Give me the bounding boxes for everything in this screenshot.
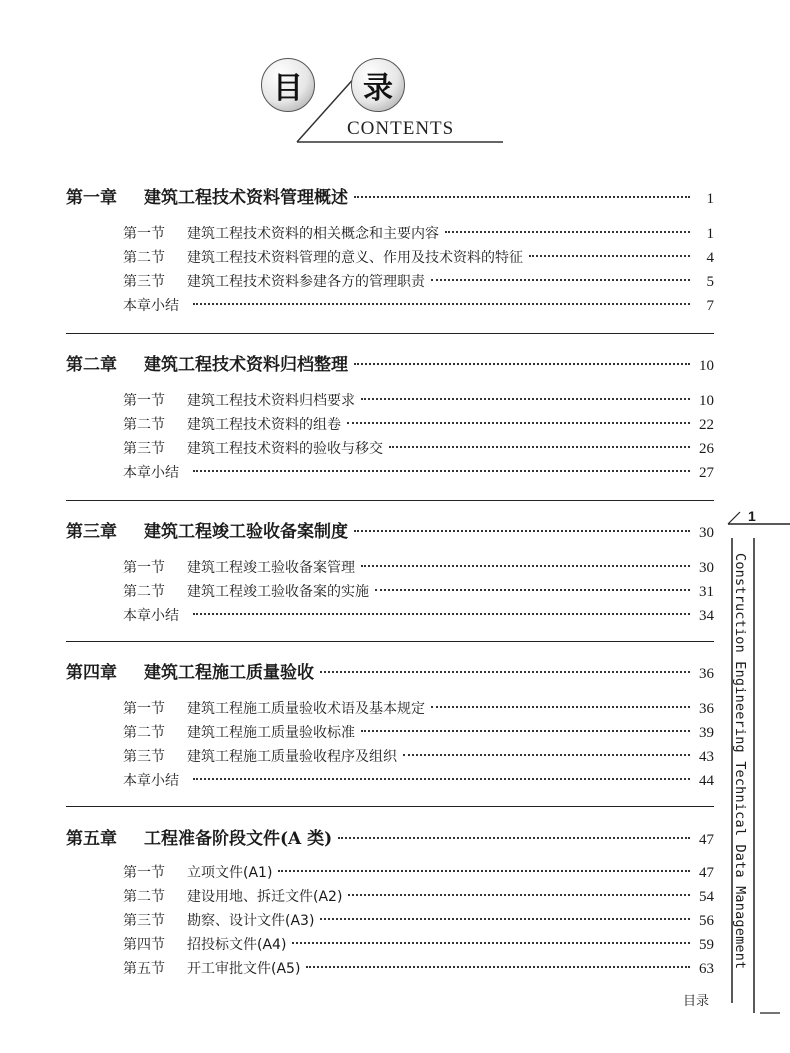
chapter-page: 30	[699, 525, 714, 541]
chapter-heading[interactable]	[66, 517, 714, 543]
summary-label: 本章小结	[123, 298, 179, 314]
chapter-2	[66, 350, 714, 486]
chapter-page: 47	[699, 832, 714, 848]
dot-leader	[347, 422, 690, 424]
section-number: 第一节	[123, 393, 165, 409]
dot-leader	[292, 942, 690, 944]
section-entry[interactable]	[123, 581, 714, 605]
summary-entry[interactable]	[123, 770, 714, 794]
chapter-number: 第一章	[66, 188, 117, 208]
toc-header	[255, 58, 515, 148]
dot-leader	[375, 589, 690, 591]
summary-label: 本章小结	[123, 465, 179, 481]
section-number: 第三节	[123, 913, 165, 929]
section-title: 建筑工程施工质量验收术语及基本规定	[187, 701, 425, 717]
section-entry[interactable]	[123, 390, 714, 414]
title-char-lu: 录	[351, 58, 405, 112]
section-title: 建筑工程竣工验收备案的实施	[187, 584, 369, 600]
dot-leader	[320, 918, 690, 920]
side-vertical-text: Construction Engineering Technical Data Management	[732, 553, 748, 970]
section-title: 建筑工程技术资料的相关概念和主要内容	[187, 226, 439, 242]
section-page: 54	[699, 889, 714, 905]
section-page: 27	[699, 465, 714, 481]
section-entry[interactable]	[123, 722, 714, 746]
section-number: 第三节	[123, 749, 165, 765]
section-number: 第四节	[123, 937, 165, 953]
dot-leader	[403, 754, 690, 756]
section-title: 建筑工程技术资料归档要求	[187, 393, 355, 409]
dot-leader	[361, 398, 690, 400]
dot-leader	[389, 446, 690, 448]
footer-label: 目录	[683, 994, 710, 1009]
summary-entry[interactable]	[123, 295, 714, 319]
section-title: 建筑工程技术资料管理的意义、作用及技术资料的特征	[187, 250, 523, 266]
section-number: 第一节	[123, 560, 165, 576]
dot-leader	[529, 255, 690, 257]
section-page: 47	[699, 865, 714, 881]
section-entry[interactable]	[123, 247, 714, 271]
dot-leader	[193, 470, 690, 472]
section-page: 56	[699, 913, 714, 929]
summary-label: 本章小结	[123, 773, 179, 789]
section-page: 22	[699, 417, 714, 433]
chapter-divider	[66, 806, 714, 807]
section-number: 第五节	[123, 961, 165, 977]
section-entry[interactable]	[123, 910, 714, 934]
section-number: 第一节	[123, 701, 165, 717]
chapter-title: 建筑工程技术资料管理概述	[144, 188, 348, 208]
section-entry[interactable]	[123, 958, 714, 982]
chapter-number: 第四章	[66, 663, 117, 683]
chapter-title: 建筑工程竣工验收备案制度	[144, 522, 348, 542]
dot-leader	[193, 303, 690, 305]
summary-entry[interactable]	[123, 605, 714, 629]
chapter-3	[66, 517, 714, 629]
chapter-page: 10	[699, 358, 714, 374]
section-entry[interactable]	[123, 746, 714, 770]
section-page: 59	[699, 937, 714, 953]
section-page: 1	[706, 226, 714, 242]
section-number: 第三节	[123, 441, 165, 457]
chapter-title: 建筑工程技术资料归档整理	[144, 355, 348, 375]
chapter-heading[interactable]	[66, 824, 714, 850]
chapter-1	[66, 183, 714, 319]
section-title: 建筑工程技术资料的验收与移交	[187, 441, 383, 457]
dot-leader	[354, 196, 690, 198]
chapter-5	[66, 824, 714, 982]
section-title: 立项文件(A1)	[187, 865, 273, 881]
section-title: 建筑工程技术资料参建各方的管理职责	[187, 274, 425, 290]
chapter-divider	[66, 500, 714, 501]
side-page-number: 1	[748, 508, 756, 524]
contents-label: CONTENTS	[347, 118, 455, 139]
section-entry[interactable]	[123, 934, 714, 958]
chapter-4	[66, 658, 714, 794]
section-number: 第二节	[123, 725, 165, 741]
dot-leader	[320, 671, 690, 673]
dot-leader	[278, 870, 690, 872]
chapter-number: 第三章	[66, 522, 117, 542]
section-page: 4	[706, 250, 714, 266]
section-page: 7	[706, 298, 714, 314]
section-page: 39	[699, 725, 714, 741]
section-title: 开工审批文件(A5)	[187, 961, 301, 977]
section-page: 44	[699, 773, 714, 789]
dot-leader	[354, 530, 690, 532]
chapter-divider	[66, 333, 714, 334]
chapter-title: 建筑工程施工质量验收	[144, 663, 314, 683]
dot-leader	[193, 778, 690, 780]
chapter-heading[interactable]	[66, 350, 714, 376]
section-number: 第三节	[123, 274, 165, 290]
dot-leader	[445, 231, 690, 233]
section-number: 第二节	[123, 584, 165, 600]
section-title: 建筑工程竣工验收备案管理	[187, 560, 355, 576]
section-number: 第二节	[123, 417, 165, 433]
section-page: 5	[706, 274, 714, 290]
section-number: 第二节	[123, 250, 165, 266]
side-vertical-title	[724, 553, 754, 1003]
chapter-number: 第五章	[66, 829, 117, 849]
chapter-heading[interactable]	[66, 658, 714, 684]
section-title: 建设用地、拆迁文件(A2)	[187, 889, 343, 905]
section-title: 招投标文件(A4)	[187, 937, 287, 953]
dot-leader	[306, 966, 690, 968]
section-page: 34	[699, 608, 714, 624]
summary-entry[interactable]	[123, 462, 714, 486]
dot-leader	[361, 730, 690, 732]
side-tab	[720, 508, 790, 1053]
section-number: 第一节	[123, 865, 165, 881]
section-entry[interactable]	[123, 414, 714, 438]
section-entry[interactable]	[123, 862, 714, 886]
section-page: 36	[699, 701, 714, 717]
section-entry[interactable]	[123, 698, 714, 722]
section-title: 建筑工程技术资料的组卷	[187, 417, 341, 433]
section-title: 勘察、设计文件(A3)	[187, 913, 315, 929]
chapter-divider	[66, 641, 714, 642]
section-number: 第一节	[123, 226, 165, 242]
chapter-page: 36	[699, 666, 714, 682]
section-page: 43	[699, 749, 714, 765]
dot-leader	[361, 565, 690, 567]
section-page: 31	[699, 584, 714, 600]
section-entry[interactable]	[123, 886, 714, 910]
section-entry[interactable]	[123, 271, 714, 295]
dot-leader	[431, 279, 690, 281]
title-char-mu: 目	[261, 58, 315, 112]
section-entry[interactable]	[123, 557, 714, 581]
chapter-page: 1	[706, 191, 714, 207]
section-page: 30	[699, 560, 714, 576]
dot-leader	[354, 363, 690, 365]
section-title: 建筑工程施工质量验收标准	[187, 725, 355, 741]
dot-leader	[431, 706, 690, 708]
dot-leader	[348, 894, 690, 896]
section-entry[interactable]	[123, 438, 714, 462]
chapter-heading[interactable]	[66, 183, 714, 209]
section-page: 26	[699, 441, 714, 457]
section-number: 第二节	[123, 889, 165, 905]
dot-leader	[193, 613, 690, 615]
section-page: 10	[699, 393, 714, 409]
section-title: 建筑工程施工质量验收程序及组织	[187, 749, 397, 765]
chapter-number: 第二章	[66, 355, 117, 375]
section-entry[interactable]	[123, 223, 714, 247]
chapter-title: 工程准备阶段文件(A 类)	[144, 829, 333, 849]
summary-label: 本章小结	[123, 608, 179, 624]
dot-leader	[338, 837, 690, 839]
section-page: 63	[699, 961, 714, 977]
